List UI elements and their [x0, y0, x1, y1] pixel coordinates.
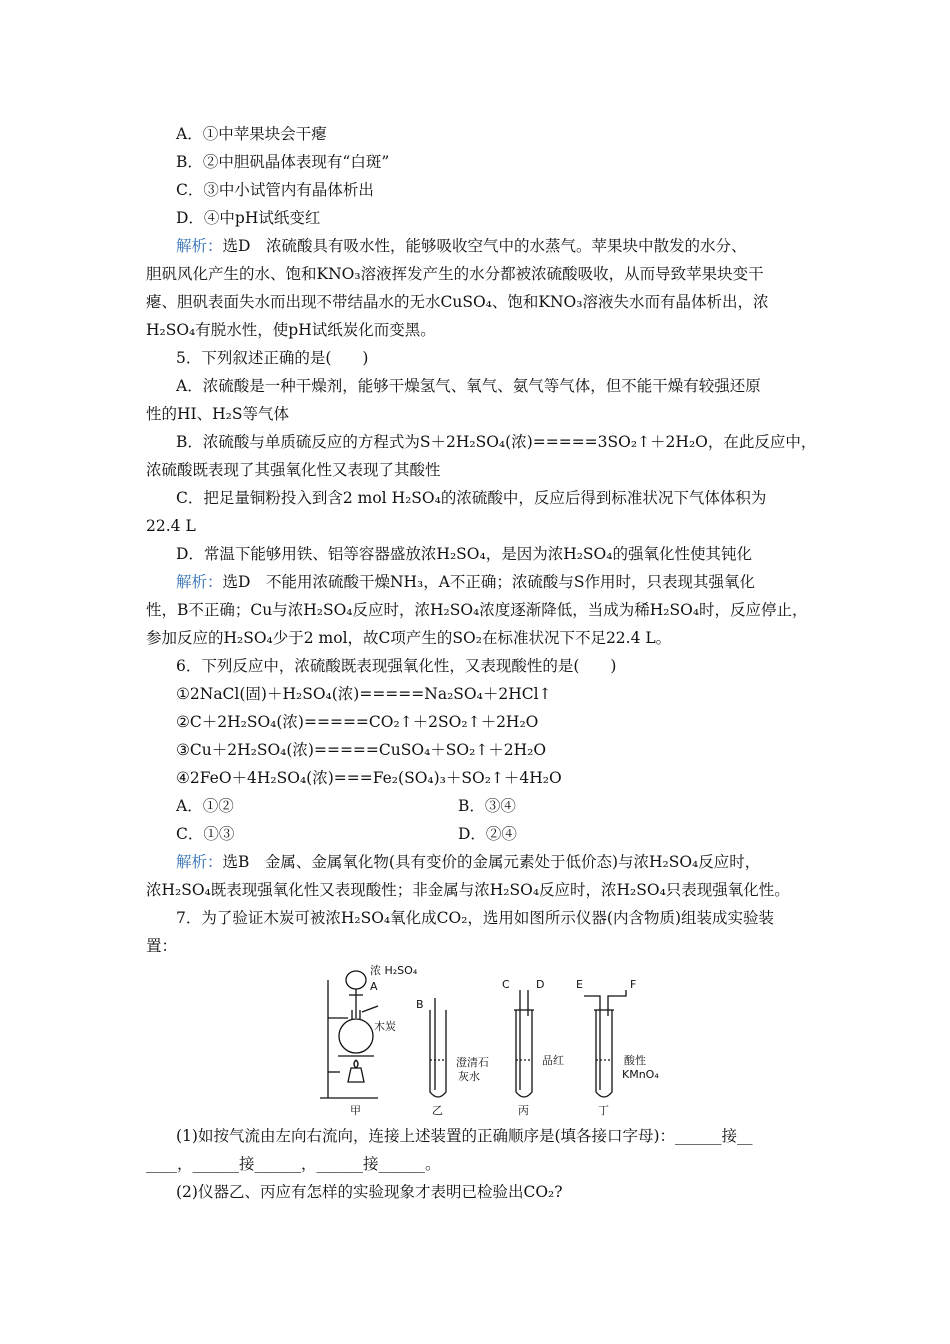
- port-e: E: [576, 978, 583, 991]
- q7-part-1-line-2: ____，______接______，______接______。: [146, 1155, 441, 1173]
- q6-option-b: B．③④: [458, 797, 516, 815]
- separatory-funnel: [346, 971, 366, 989]
- q5-option-a-line-2: 性的HI、H₂S等气体: [146, 405, 289, 423]
- label-fuchsine: 品红: [542, 1054, 564, 1067]
- q6-option-d: D．②④: [458, 825, 517, 843]
- q4-analysis-line-3: 瘪、胆矾表面失水而出现不带结晶水的无水CuSO₄、饱和KNO₃溶液失水而有晶体析出，浓: [146, 293, 769, 311]
- port-f: F: [630, 978, 637, 991]
- label-bing: 丙: [518, 1104, 529, 1117]
- port-d: D: [536, 978, 545, 991]
- q5-option-b-line-2: 浓硫酸既表现了其强氧化性又表现了其酸性: [146, 461, 441, 479]
- q5-analysis-line-3: 参加反应的H₂SO₄少于2 mol，故C项产生的SO₂在标准状况下不足22.4 L。: [146, 629, 672, 647]
- label-ding: 丁: [598, 1104, 609, 1117]
- q5-option-a-line-1: A．浓硫酸是一种干燥剂，能够干燥氢气、氧气、氨气等气体，但不能干燥有较强还原: [176, 377, 761, 395]
- label-yi: 乙: [432, 1104, 443, 1117]
- analysis-label: 解析：: [176, 853, 223, 871]
- q4-option-b: B．②中胆矾晶体表现有“白斑”: [176, 153, 390, 171]
- q4-option-c: C．③中小试管内有晶体析出: [176, 181, 374, 199]
- label-conc-acid: 浓 H₂SO₄: [370, 964, 418, 977]
- tube-ding: [596, 1010, 612, 1097]
- analysis-label: 解析：: [176, 237, 223, 255]
- q5-analysis-line-1: 解析：选D 不能用浓硫酸干燥NH₃，A不正确；浓硫酸与S作用时，只表现其强氧化: [176, 573, 756, 591]
- apparatus-figure: [318, 960, 678, 1118]
- port-c: C: [502, 978, 510, 991]
- q6-option-c: C．①③: [176, 825, 235, 843]
- q4-analysis-line-2: 胆矾风化产生的水、饱和KNO₃溶液挥发产生的水分都被浓硫酸吸收，从而导致苹果块变干: [146, 265, 764, 283]
- q5-option-c-line-1: C．把足量铜粉投入到含2 mol H₂SO₄的浓硫酸中，反应后得到标准状况下气体体积为: [176, 489, 767, 507]
- q6-reaction-3: ③Cu＋2H₂SO₄(浓)=====CuSO₄＋SO₂↑＋2H₂O: [176, 741, 547, 759]
- q6-reaction-1: ①2NaCl(固)＋H₂SO₄(浓)=====Na₂SO₄＋2HCl↑: [176, 685, 552, 703]
- label-limewater-2: 灰水: [458, 1070, 480, 1083]
- q4-option-a: A．①中苹果块会干瘪: [176, 125, 327, 143]
- port-a: A: [370, 980, 378, 993]
- q6-analysis-line-1: 解析：选B 金属、金属氧化物(具有变价的金属元素处于低价态)与浓H₂SO₄反应时，: [176, 853, 761, 871]
- q5-option-c-line-2: 22.4 L: [146, 517, 196, 535]
- q6-reaction-2: ②C＋2H₂SO₄(浓)=====CO₂↑＋2SO₂↑＋2H₂O: [176, 713, 539, 731]
- q6-option-a: A．①②: [176, 797, 234, 815]
- q4-analysis-line-1: 解析：选D 浓硫酸具有吸水性，能够吸收空气中的水蒸气。苹果块中散发的水分、: [176, 237, 747, 255]
- q7-part-2: (2)仪器乙、丙应有怎样的实验现象才表明已检验出CO₂?: [176, 1183, 563, 1201]
- q6-analysis-line-2: 浓H₂SO₄既表现强氧化性又表现酸性；非金属与浓H₂SO₄反应时，浓H₂SO₄只表现强氧化性。: [146, 881, 790, 899]
- tube-bing: [516, 1010, 532, 1097]
- flask-side-arm: [362, 1006, 378, 1012]
- q5-analysis-line-2: 性，B不正确；Cu与浓H₂SO₄反应时，浓H₂SO₄浓度逐渐降低，当成为稀H₂SO₄时，反应停止，: [146, 601, 808, 619]
- tube-yi: [430, 1010, 446, 1097]
- round-bottom-flask: [339, 1019, 373, 1053]
- label-kmno4-2: KMnO₄: [622, 1068, 659, 1081]
- label-limewater-1: 澄清石: [456, 1056, 489, 1069]
- q5-option-b-line-1: B．浓硫酸与单质硫反应的方程式为S＋2H₂SO₄(浓)=====3SO₂↑＋2H₂O，在此反应中，: [176, 433, 817, 451]
- q6-reaction-4: ④2FeO＋4H₂SO₄(浓)===Fe₂(SO₄)₃＋SO₂↑＋4H₂O: [176, 769, 562, 787]
- port-b: B: [416, 998, 424, 1011]
- q4-analysis-line-4: H₂SO₄有脱水性，使pH试纸炭化而变黑。: [146, 321, 436, 339]
- tube-ding-outlet: [608, 990, 626, 1016]
- label-kmno4-1: 酸性: [624, 1054, 646, 1067]
- flame-icon: [354, 1060, 358, 1068]
- q6-stem: 6．下列反应中，浓硫酸既表现强氧化性，又表现酸性的是( ): [176, 657, 617, 675]
- analysis-label: 解析：: [176, 573, 223, 591]
- label-charcoal: 木炭: [374, 1020, 396, 1033]
- alcohol-lamp: [348, 1068, 364, 1082]
- q5-option-d: D．常温下能够用铁、铝等容器盛放浓H₂SO₄，是因为浓H₂SO₄的强氧化性使其钝化: [176, 545, 752, 563]
- q5-stem: 5．下列叙述正确的是( ): [176, 349, 369, 367]
- label-jia: 甲: [350, 1104, 361, 1117]
- q7-stem-line-2: 置：: [146, 937, 178, 955]
- q7-stem-line-1: 7．为了验证木炭可被浓H₂SO₄氧化成CO₂，选用如图所示仪器(内含物质)组装成实验装: [176, 909, 775, 927]
- q4-option-d: D．④中pH试纸变红: [176, 209, 321, 227]
- q7-part-1-line-1: (1)如按气流由左向右流向，连接上述装置的正确顺序是(填各接口字母)：______接__: [176, 1127, 753, 1145]
